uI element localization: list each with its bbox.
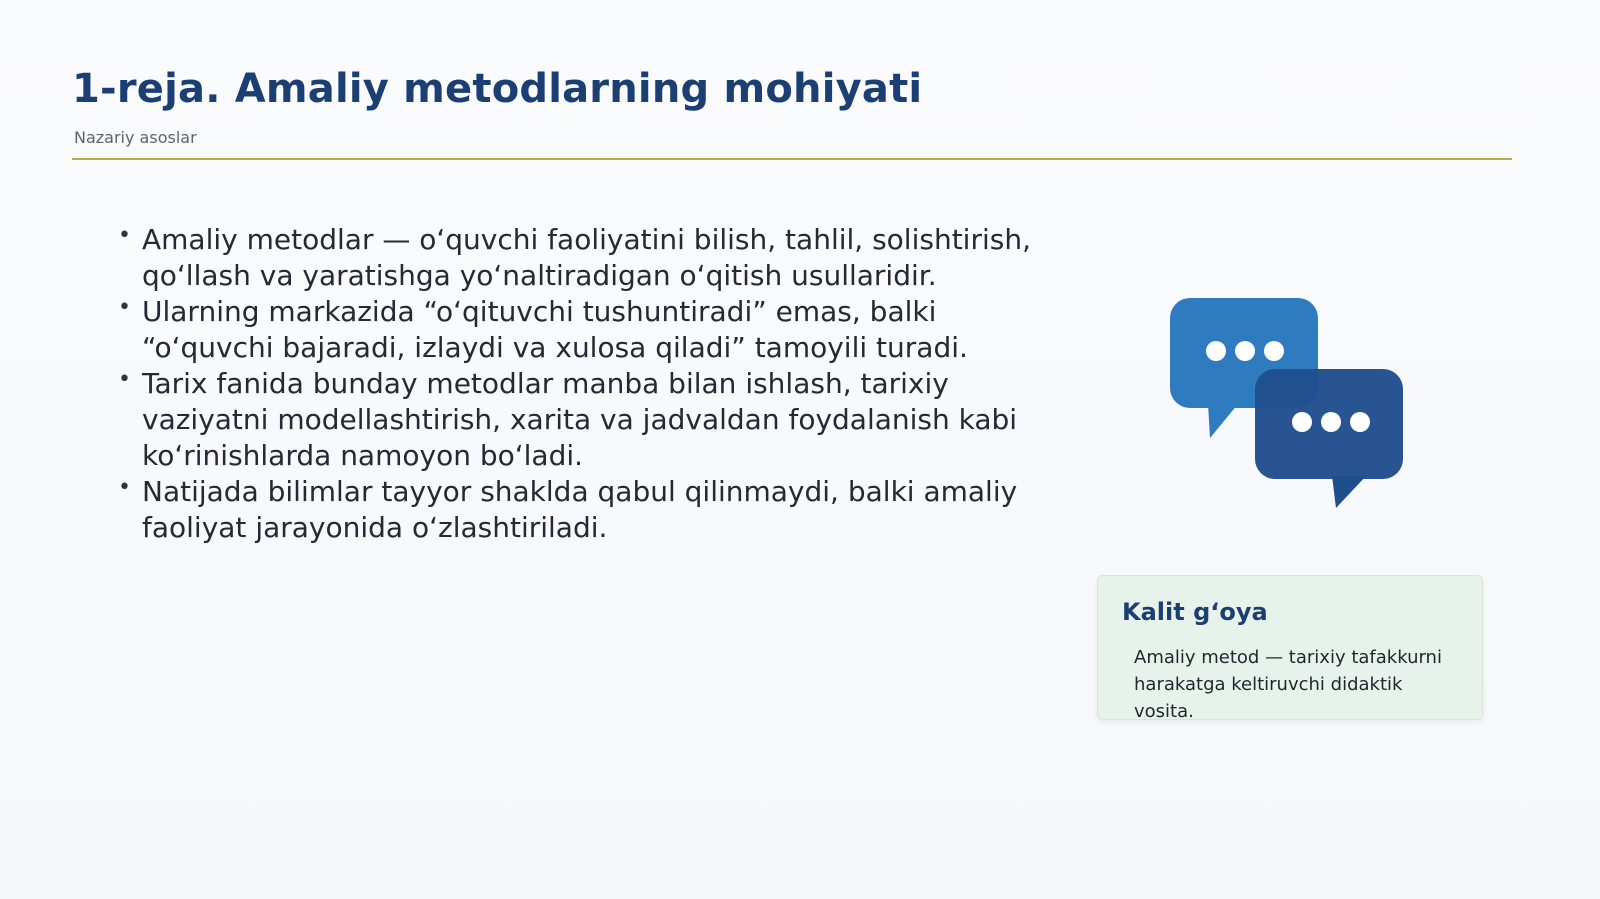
key-idea-box [1097, 575, 1483, 720]
key-idea-title: Kalit gʻoya [1122, 598, 1268, 626]
slide-title: 1-reja. Amaliy metodlarning mohiyati [72, 66, 923, 112]
bullet-list [118, 222, 1038, 546]
bullet-item: • Tarix fanida bunday metodlar manba bilan ishlash, tarixiy vaziyatni modellashtirish, xarita va jadvaldan foydalanish kabi koʻrinishlarda namoyon boʻladi. [118, 366, 1038, 474]
slide-subtitle: Nazariy asoslar [74, 128, 197, 147]
chat-bubbles-icon [1160, 296, 1410, 516]
chat-bubble-front-icon [1255, 369, 1403, 508]
bullet-item: • Ularning markazida “oʻqituvchi tushuntiradi” emas, balki “oʻquvchi bajaradi, izlaydi va xulosa qiladi” tamoyili turadi. [118, 294, 1038, 366]
bullet-item: • Amaliy metodlar — oʻquvchi faoliyatini bilish, tahlil, solishtirish, qoʻllash va yaratishga yoʻnaltiradigan oʻqitish usullaridir. [118, 222, 1038, 294]
title-divider [72, 158, 1512, 160]
key-idea-text: Amaliy metod — tarixiy tafakkurni harakatga keltiruvchi didaktik vosita. [1134, 647, 1442, 722]
bullet-item: • Natijada bilimlar tayyor shaklda qabul qilinmaydi, balki amaliy faoliyat jarayonida oʻzlashtiriladi. [118, 474, 1038, 546]
